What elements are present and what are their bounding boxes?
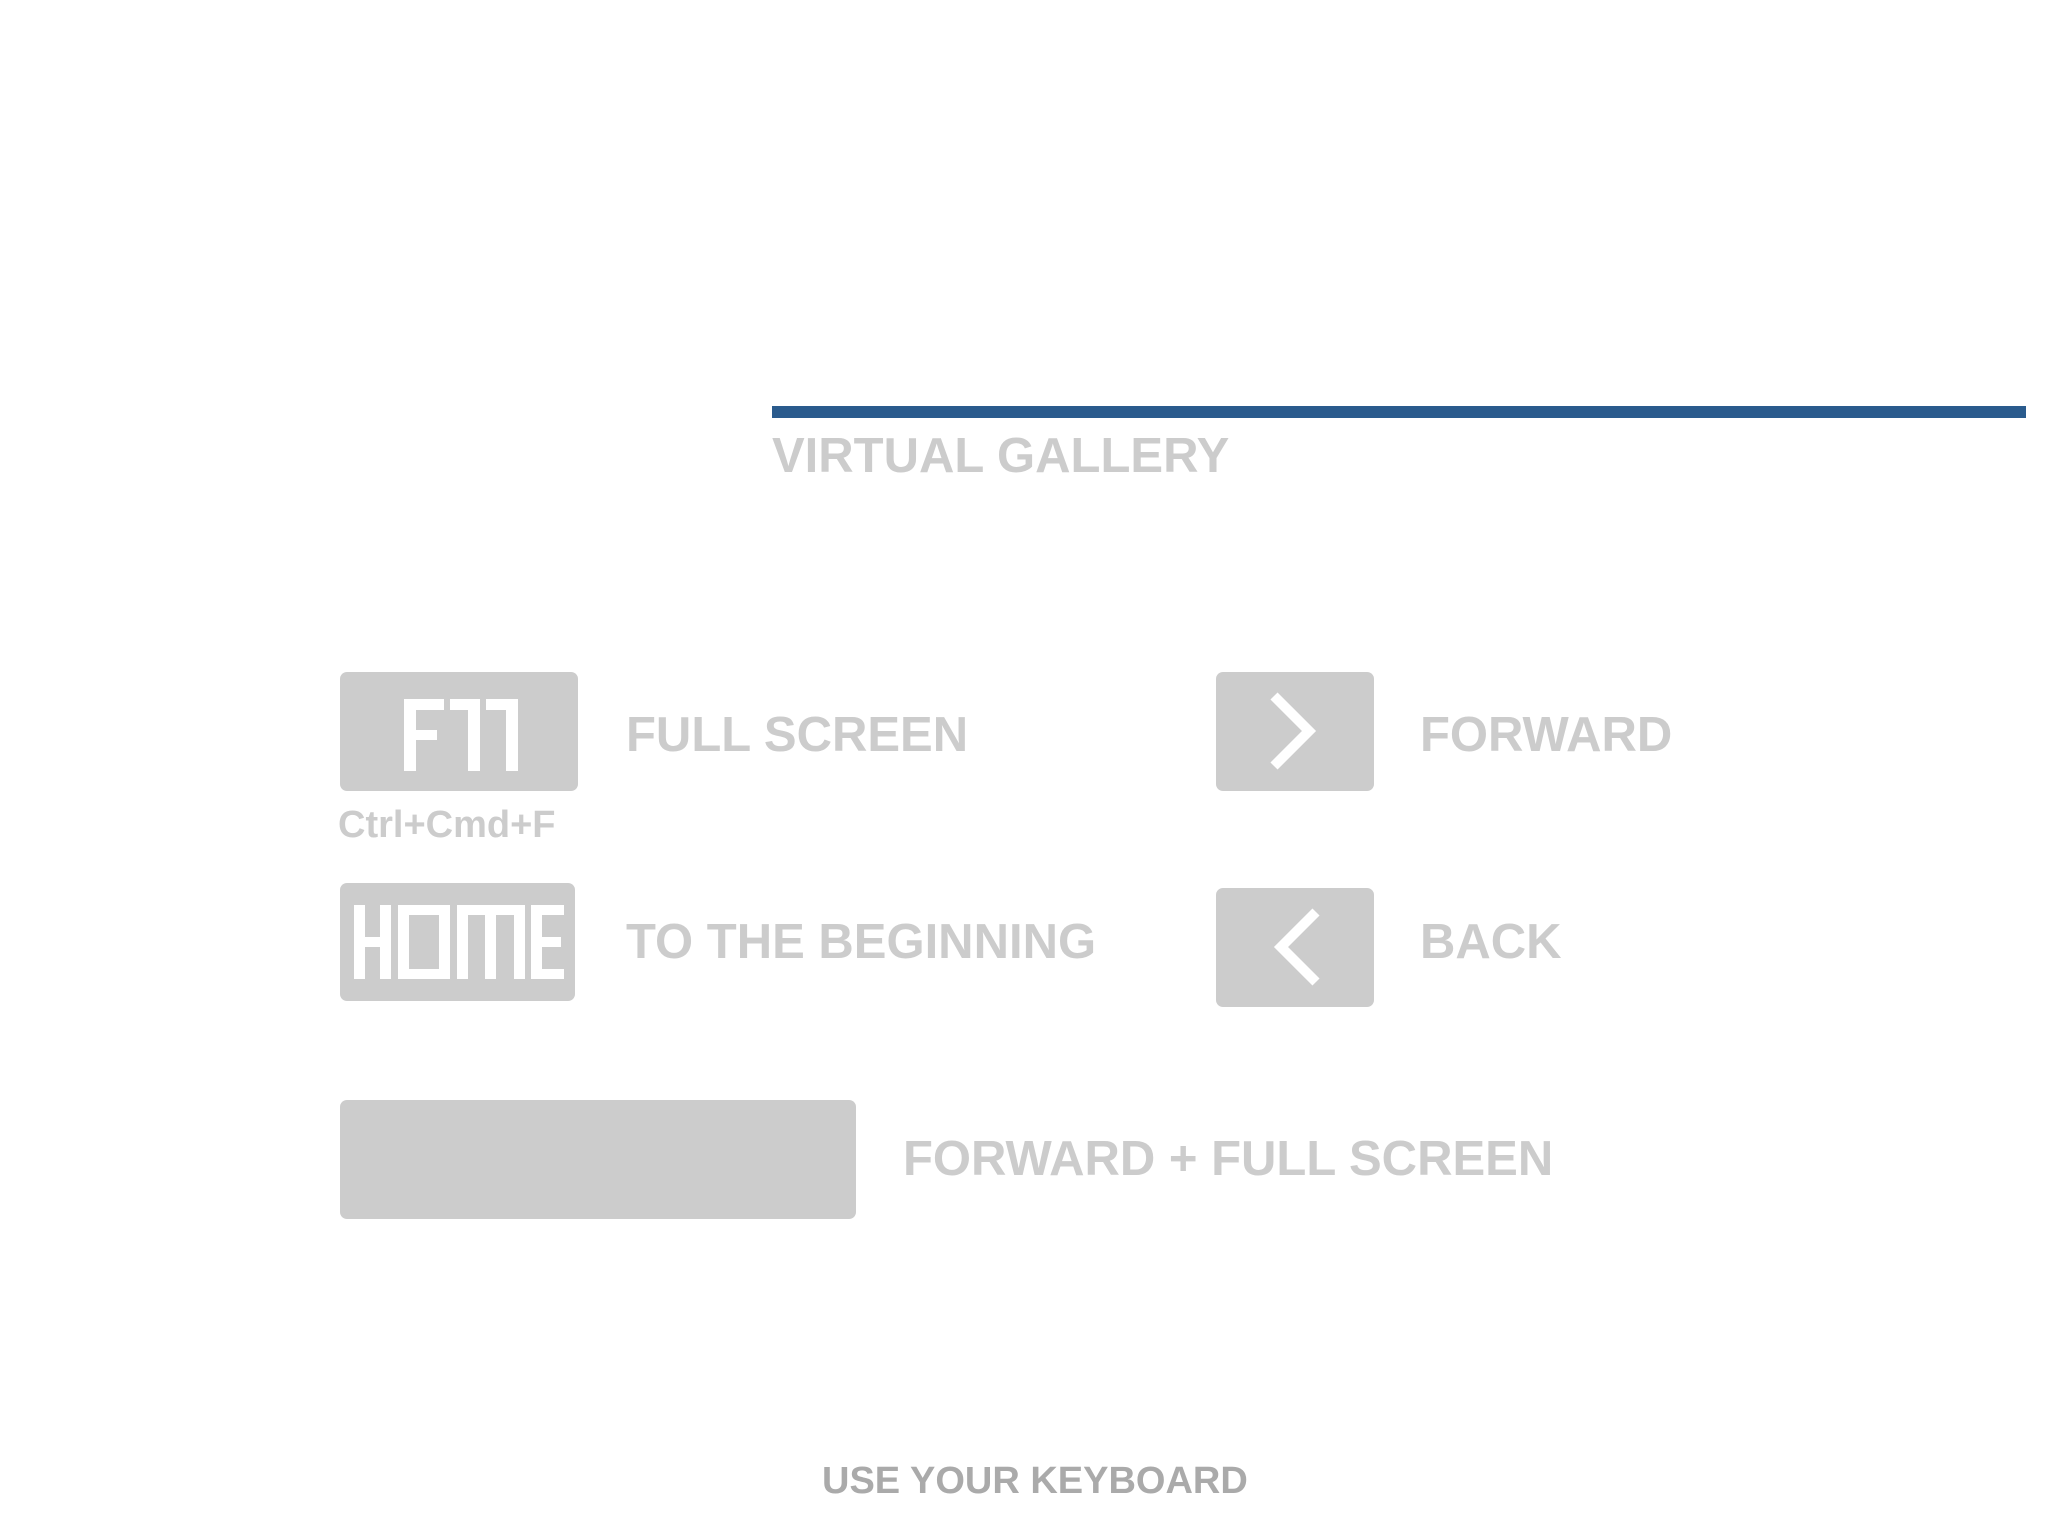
- back-label: BACK: [1420, 915, 1562, 969]
- keyboard-hint: USE YOUR KEYBOARD: [822, 1460, 1248, 1502]
- chevron-left-icon: [1216, 888, 1374, 1007]
- home-key-glyph: [340, 883, 575, 1001]
- alt-keys-label: Ctrl+Cmd+F: [338, 804, 556, 846]
- f11-key-icon[interactable]: [340, 672, 578, 791]
- title-accent-bar: [772, 406, 2026, 418]
- to-the-beginning-label: TO THE BEGINNING: [626, 915, 1097, 969]
- home-key-icon[interactable]: [340, 883, 575, 1001]
- f11-key-glyph: [340, 672, 578, 791]
- back-key[interactable]: [1216, 888, 1374, 1007]
- forward-full-screen-label: FORWARD + FULL SCREEN: [903, 1132, 1554, 1186]
- full-screen-label: FULL SCREEN: [626, 708, 969, 762]
- forward-key[interactable]: [1216, 672, 1374, 791]
- spacebar-key-icon[interactable]: [340, 1100, 856, 1219]
- page-title: VIRTUAL GALLERY: [772, 429, 1230, 483]
- chevron-right-icon: [1216, 672, 1374, 791]
- forward-label: FORWARD: [1420, 708, 1673, 762]
